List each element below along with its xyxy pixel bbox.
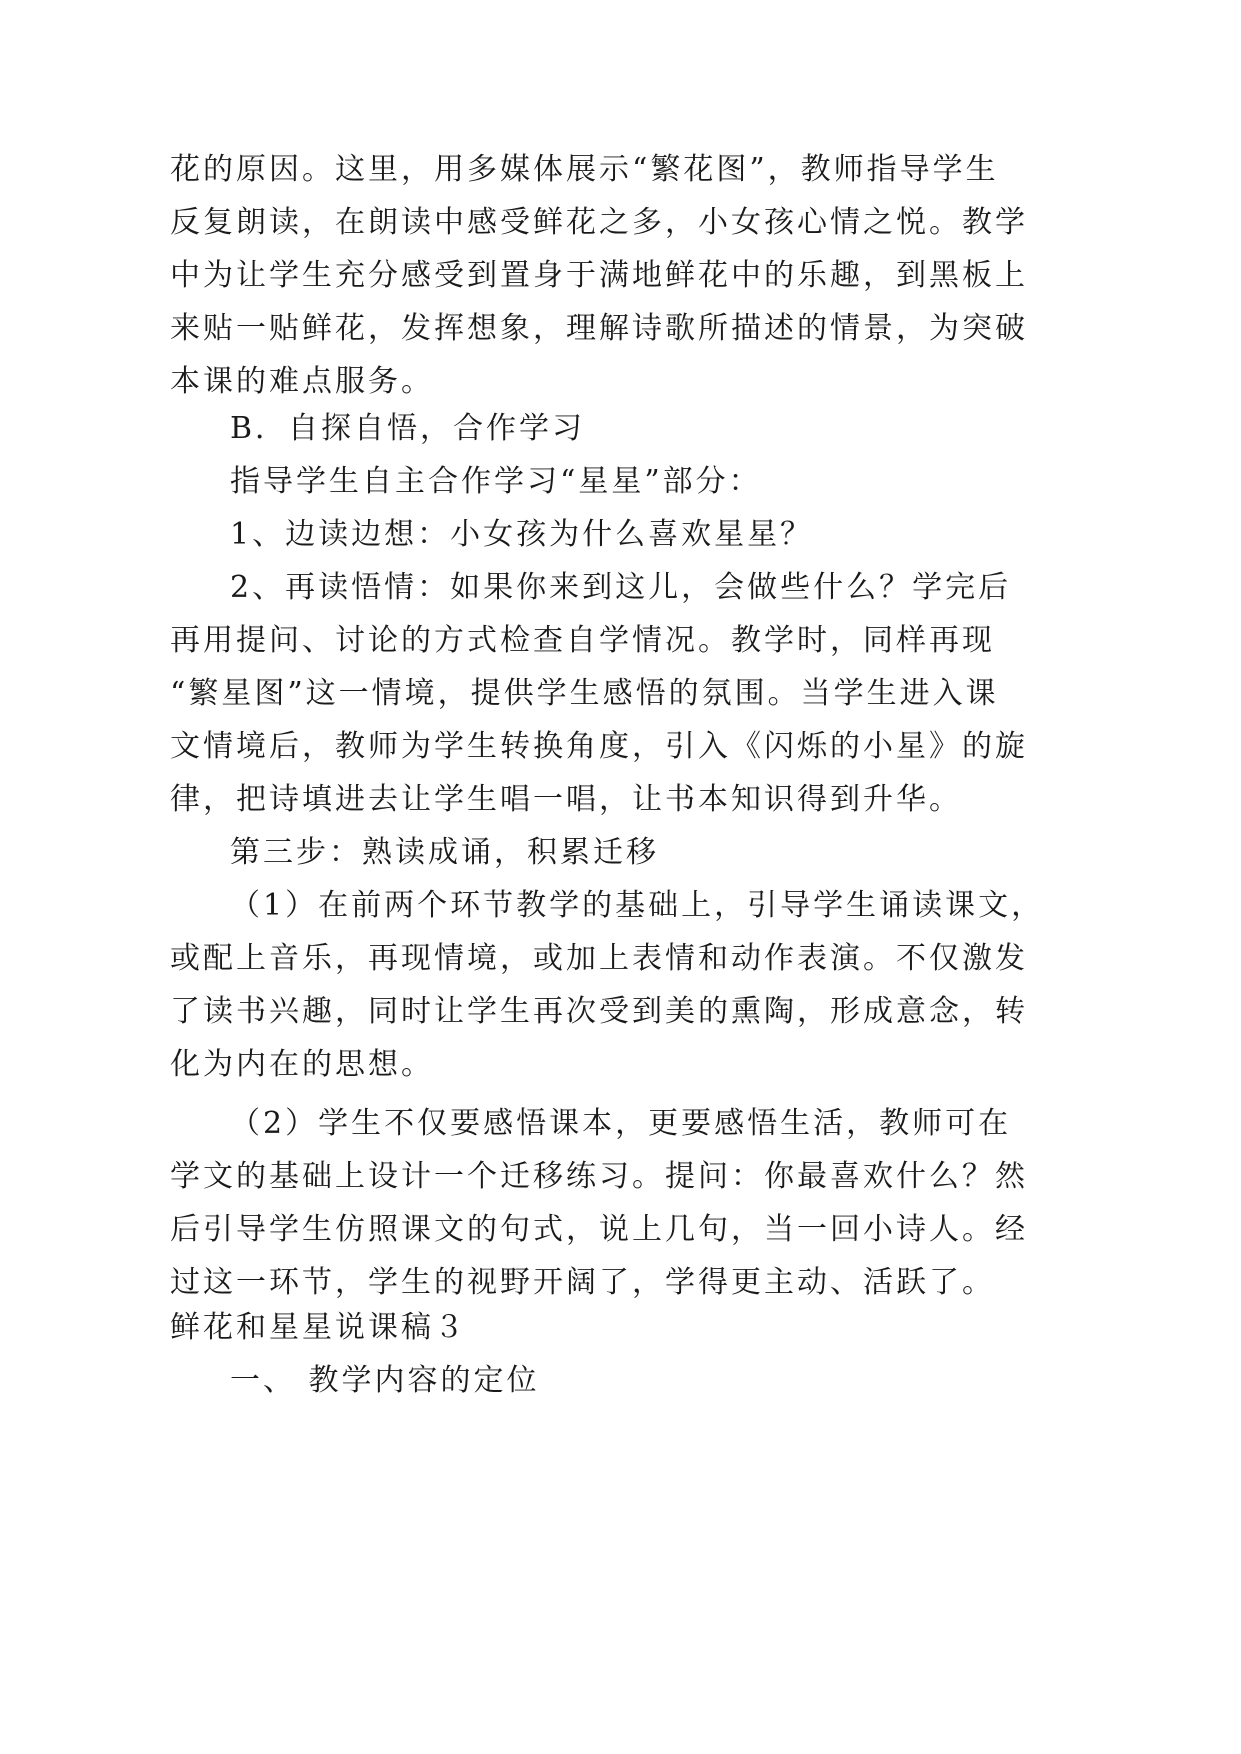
text-line-17: 了读书兴趣，同时让学生再次受到美的熏陶，形成意念，转 — [170, 994, 1028, 1029]
text-line-20: 学文的基础上设计一个迁移练习。提问：你最喜欢什么？然 — [170, 1159, 1028, 1194]
text-line-22: 过这一环节，学生的视野开阔了，学得更主动、活跃了。 — [170, 1265, 995, 1300]
section-heading-b: B．自探自悟，合作学习 — [230, 411, 586, 446]
text-line-21: 后引导学生仿照课文的句式，说上几句，当一回小诗人。经 — [170, 1212, 1028, 1247]
text-line-8: 1、边读边想：小女孩为什么喜欢星星？ — [230, 517, 814, 552]
text-line-15: （1）在前两个环节教学的基础上，引导学生诵读课文， — [230, 888, 1045, 923]
document-title: 鲜花和星星说课稿３ — [170, 1310, 467, 1345]
text-line-16: 或配上音乐，再现情境，或加上表情和动作表演。不仅激发 — [170, 941, 1028, 976]
text-line-9: 2、再读悟情：如果你来到这儿，会做些什么？学完后 — [230, 570, 1012, 605]
text-line-5: 本课的难点服务。 — [170, 364, 434, 399]
text-line-13: 律，把诗填进去让学生唱一唱，让书本知识得到升华。 — [170, 782, 962, 817]
text-line-18: 化为内在的思想。 — [170, 1047, 434, 1082]
text-line-4: 来贴一贴鲜花，发挥想象，理解诗歌所描述的情景，为突破 — [170, 311, 1028, 346]
text-line-11: “繁星图”这一情境，提供学生感悟的氛围。当学生进入课 — [170, 676, 999, 711]
text-line-19: （2）学生不仅要感悟课本，更要感悟生活，教师可在 — [230, 1106, 1012, 1141]
text-line-2: 反复朗读，在朗读中感受鲜花之多，小女孩心情之悦。教学 — [170, 205, 1028, 240]
text-line-1: 花的原因。这里，用多媒体展示“繁花图”，教师指导学生 — [170, 152, 999, 187]
text-line-3: 中为让学生充分感受到置身于满地鲜花中的乐趣，到黑板上 — [170, 258, 1028, 293]
text-line-7: 指导学生自主合作学习“星星”部分： — [230, 464, 762, 499]
section-heading-1: 一、 教学内容的定位 — [230, 1363, 540, 1398]
section-heading-step3: 第三步：熟读成诵，积累迁移 — [230, 835, 659, 870]
text-line-12: 文情境后，教师为学生转换角度，引入《闪烁的小星》的旋 — [170, 729, 1028, 764]
text-line-10: 再用提问、讨论的方式检查自学情况。教学时，同样再现 — [170, 623, 995, 658]
